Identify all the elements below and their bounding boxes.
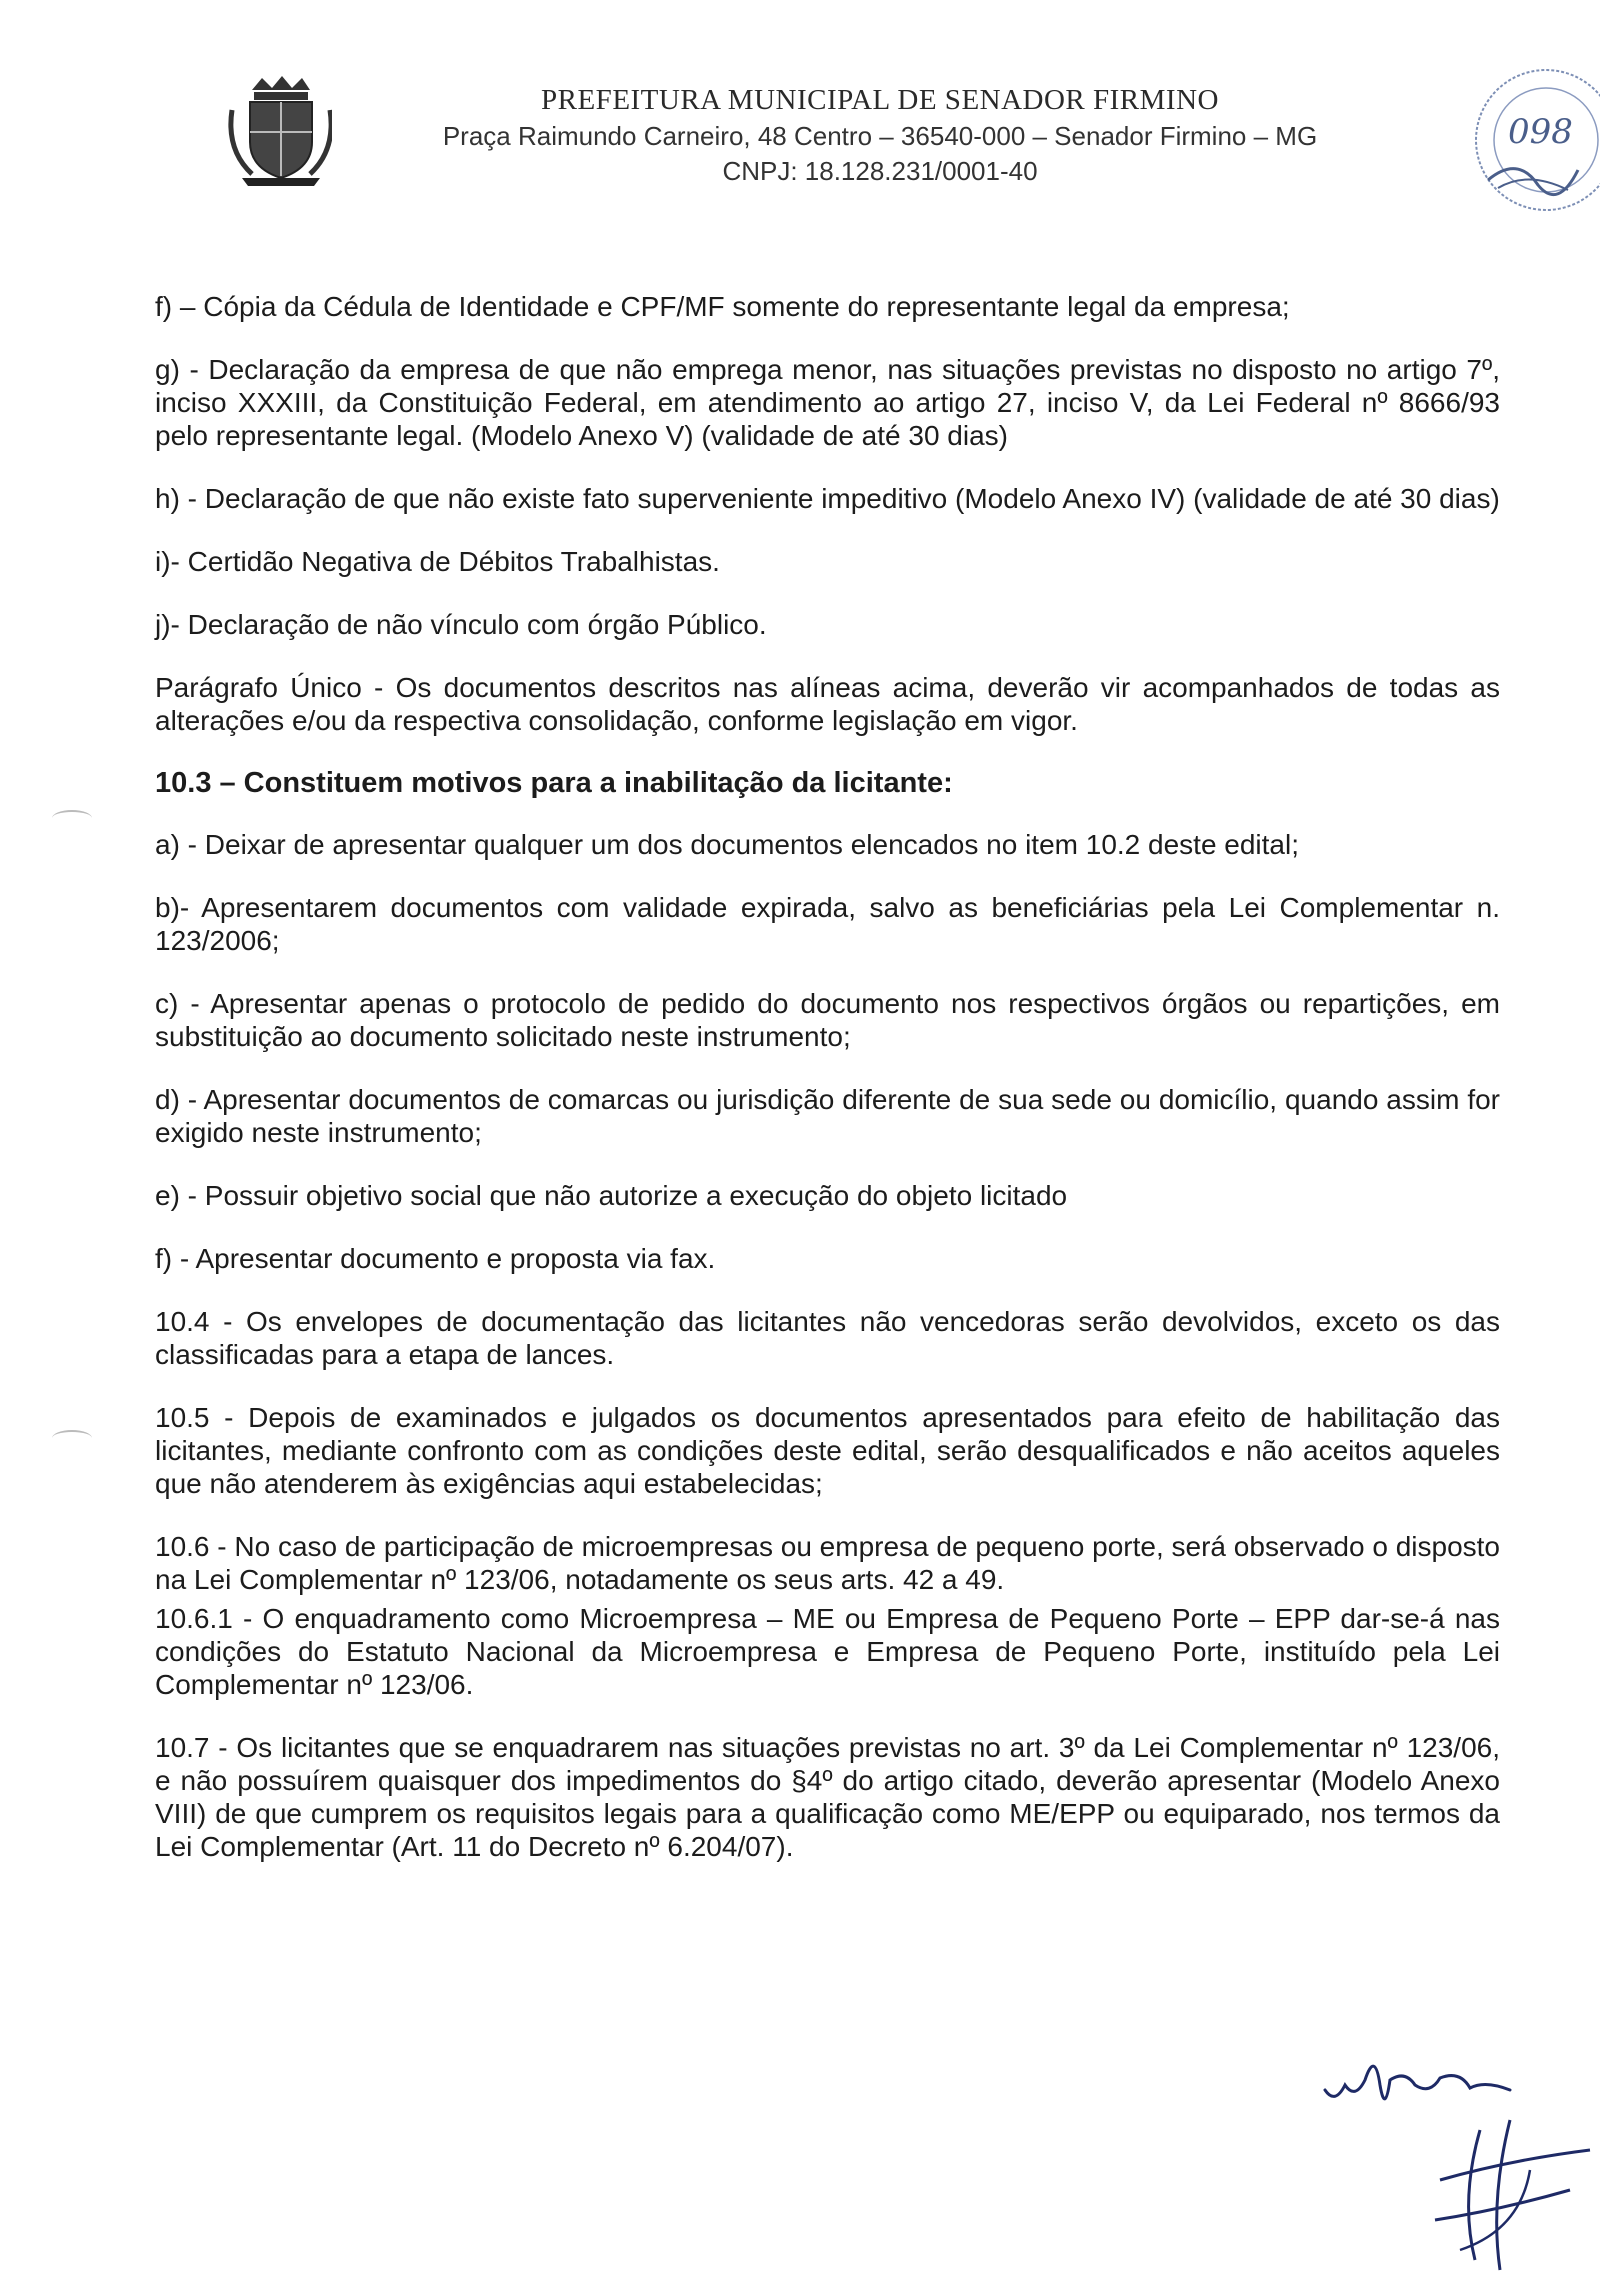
clause-10-5: 10.5 - Depois de examinados e julgados os documentos apresentados para efeito de habilitação das licitantes, mediante confronto com as condições deste edital, serão desqualificados e não aceitos aqueles que não atenderem às exigências aqui estabelecidas;	[155, 1402, 1500, 1499]
municipal-crest-icon	[222, 70, 332, 190]
commission-stamp	[1468, 60, 1600, 230]
document-body	[155, 290, 1500, 1893]
municipality-cnpj: CNPJ: 18.128.231/0001-40	[722, 156, 1038, 186]
margin-mark	[52, 1430, 92, 1446]
letterhead	[0, 0, 1600, 200]
item-f: f) – Cópia da Cédula de Identidade e CPF/MF somente do representante legal da empresa;	[155, 291, 1290, 322]
municipality-title: PREFEITURA MUNICIPAL DE SENADOR FIRMINO	[541, 84, 1219, 116]
clause-10-7: 10.7 - Os licitantes que se enquadrarem nas situações previstas no art. 3º da Lei Complementar nº 123/06, e não possuírem quaisquer dos impedimentos do §4º do artigo citado, deverão apresentar (Modelo Anexo VIII) de que cumprem os requisitos legais para a qualificação como ME/EPP ou equiparado, nos termos da Lei Complementar (Art. 11 do Decreto nº 6.204/07).	[155, 1732, 1500, 1862]
clause-10-6: 10.6 - No caso de participação de microempresas ou empresa de pequeno porte, será observado o disposto na Lei Complementar nº 123/06, notadamente os seus arts. 42 a 49.	[155, 1531, 1500, 1595]
handwritten-signature-icon	[1420, 2110, 1600, 2280]
clause-10-6-1: 10.6.1 - O enquadramento como Microempresa – ME ou Empresa de Pequeno Porte – EPP dar-se-á nas condições do Estatuto Nacional da Microempresa e Empresa de Pequeno Porte, instituído pela Lei Complementar nº 123/06.	[155, 1603, 1500, 1700]
handwritten-signature-icon	[1320, 2040, 1520, 2120]
item-j: j)- Declaração de não vínculo com órgão Público.	[155, 609, 767, 640]
section-title-10-3: 10.3 – Constituem motivos para a inabilitação da licitante:	[155, 767, 953, 799]
margin-mark	[52, 810, 92, 826]
item-10-3-d: d) - Apresentar documentos de comarcas ou jurisdição diferente de sua sede ou domicílio, quando assim for exigido neste instrumento;	[155, 1084, 1500, 1148]
item-i: i)- Certidão Negativa de Débitos Trabalhistas.	[155, 546, 720, 577]
item-g: g) - Declaração da empresa de que não emprega menor, nas situações previstas no disposto no artigo 7º, inciso XXXIII, da Constituição Federal, em atendimento ao artigo 27, inciso V, da Lei Federal nº 8666/93 pelo representante legal. (Modelo Anexo V) (validade de até 30 dias)	[155, 354, 1500, 451]
item-10-3-b: b)- Apresentarem documentos com validade expirada, salvo as beneficiárias pela Lei Complementar n. 123/2006;	[155, 892, 1500, 956]
paragrafo-unico: Parágrafo Único - Os documentos descritos nas alíneas acima, deverão vir acompanhados de todas as alterações e/ou da respectiva consolidação, conforme legislação em vigor.	[155, 672, 1500, 736]
municipality-address: Praça Raimundo Carneiro, 48 Centro – 36540-000 – Senador Firmino – MG	[442, 121, 1318, 151]
item-10-3-e: e) - Possuir objetivo social que não autorize a execução do objeto licitado	[155, 1180, 1068, 1211]
item-h: h) - Declaração de que não existe fato superveniente impeditivo (Modelo Anexo IV) (validade de até 30 dias)	[155, 483, 1500, 514]
page-number: 098	[1508, 112, 1573, 152]
item-10-3-a: a) - Deixar de apresentar qualquer um dos documentos elencados no item 10.2 deste edital;	[155, 829, 1300, 860]
item-10-3-f: f) - Apresentar documento e proposta via fax.	[155, 1243, 716, 1274]
item-10-3-c: c) - Apresentar apenas o protocolo de pedido do documento nos respectivos órgãos ou repartições, em substituição ao documento solicitado neste instrumento;	[155, 988, 1500, 1052]
clause-10-4: 10.4 - Os envelopes de documentação das licitantes não vencedoras serão devolvidos, exceto os das classificadas para a etapa de lances.	[155, 1306, 1500, 1370]
